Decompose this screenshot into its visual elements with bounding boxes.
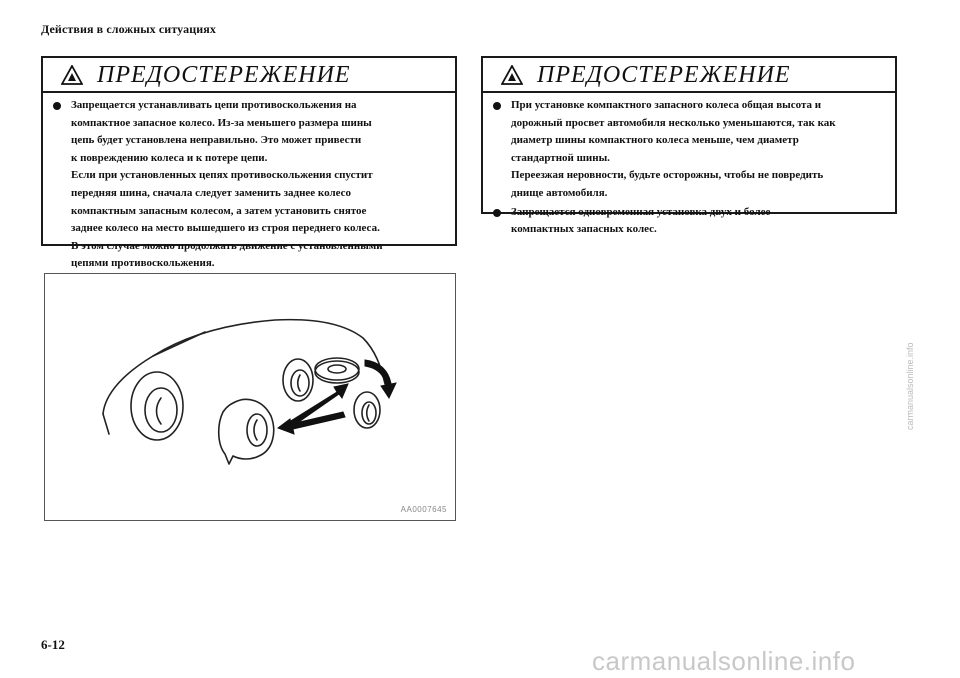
warning-box-compact-spare	[481, 56, 897, 236]
warning-item	[493, 204, 885, 239]
flat-wheel	[219, 399, 274, 464]
warning-line: передняя шина, сначала следует заменить заднее колесо	[71, 186, 352, 199]
warning-line: Запрещается одновременная установка двух и более	[511, 205, 771, 218]
car-wheel-swap-illustration	[45, 274, 455, 520]
warning-box-chains	[41, 56, 457, 270]
warning-line: компактное запасное колесо. Из-за меньшего размера шины	[71, 116, 372, 129]
side-watermark: carmanualsonline.info	[905, 342, 915, 430]
warning-header	[43, 58, 455, 93]
illustration-wheel-swap	[44, 273, 456, 521]
warning-line: к повреждению колеса и к потере цепи.	[71, 151, 268, 164]
warning-header	[483, 58, 895, 93]
warning-triangle-icon	[61, 65, 83, 85]
bullet-icon	[493, 102, 501, 110]
warning-line: дорожный просвет автомобиля несколько уменьшаются, так как	[511, 116, 836, 129]
warning-title: ПРЕДОСТЕРЕЖЕНИЕ	[97, 61, 351, 88]
warning-item	[53, 97, 445, 273]
bullet-icon	[493, 209, 501, 217]
figure-code: AA0007645	[400, 505, 447, 514]
warning-line: компактных запасных колес.	[511, 223, 657, 236]
warning-line: цепь будет установлена неправильно. Это может привести	[71, 134, 362, 147]
watermark: carmanualsonline.info	[592, 646, 856, 676]
page-header-title: Действия в сложных ситуациях	[41, 22, 216, 36]
warning-line: компактным запасным колесом, а затем установить снятое	[71, 204, 367, 217]
warning-triangle-icon	[501, 65, 523, 85]
warning-line: Если при установленных цепях противоскольжения спустит	[71, 169, 373, 182]
warning-item	[493, 97, 885, 203]
warning-line: Запрещается устанавливать цепи противоскольжения на	[71, 99, 357, 111]
page-number: 6-12	[41, 637, 65, 652]
warning-line: В этом случае можно продолжать движение с установленными	[71, 239, 383, 252]
warning-line: заднее колесо на место вышедшего из строя переднего колеса.	[71, 222, 380, 235]
warning-line: цепями противоскольжения.	[71, 257, 215, 270]
arrow-left-icon	[278, 412, 345, 434]
car-door-line	[103, 414, 109, 434]
warning-line: диаметр шины компактного колеса меньше, чем диаметр	[511, 134, 799, 147]
warning-title: ПРЕДОСТЕРЕЖЕНИЕ	[537, 61, 791, 88]
bullet-icon	[53, 102, 61, 110]
car-roof-line	[153, 332, 205, 356]
warning-line: стандартной шины.	[511, 151, 610, 164]
warning-line: днище автомобиля.	[511, 186, 608, 199]
warning-line: При установке компактного запасного колеса общая высота и	[511, 99, 822, 111]
warning-line: Переезжая неровности, будьте осторожны, чтобы не повредить	[511, 169, 824, 182]
